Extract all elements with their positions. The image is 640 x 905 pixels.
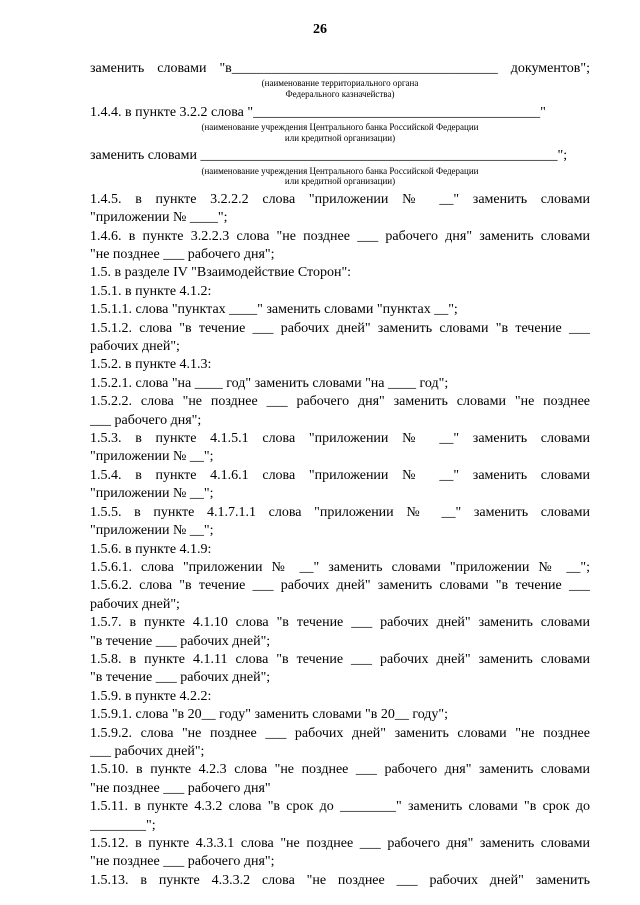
text-line: рабочих дней"; <box>90 339 180 355</box>
field-caption: (наименование учреждения Центрального банка Российской Федерации <box>201 165 479 176</box>
field-caption: или кредитной организации) <box>284 176 396 187</box>
text-line: "в течение ___ рабочих дней"; <box>90 633 271 649</box>
text-line: 1.5.2. в пункте 4.1.3: <box>90 357 212 373</box>
field-caption: Федерального казначейства) <box>285 89 395 99</box>
document-body <box>90 60 590 890</box>
field-caption: (наименование территориального органа <box>261 78 419 89</box>
text-line: ________"; <box>90 817 156 833</box>
text-line: 1.5.6. в пункте 4.1.9: <box>90 541 212 557</box>
text-line: 1.5.11. в пункте 4.3.2 слова "в срок до ________" заменить словами "в срок до <box>90 799 590 815</box>
text-line: "приложении № __"; <box>90 449 214 465</box>
text-line: "не позднее ___ рабочего дня"; <box>90 247 275 262</box>
field-caption: или кредитной организации) <box>284 132 396 143</box>
text-line: "не позднее ___ рабочего дня"; <box>90 854 275 870</box>
text-line: 1.5.8. в пункте 4.1.11 слова "в течение ___ рабочих дней" заменить словами <box>90 651 590 667</box>
text-line: заменить словами "в______________________________________ документов"; <box>90 61 590 76</box>
text-line: 1.5.2.1. слова "на ____ год" заменить словами "на ____ год"; <box>90 375 449 391</box>
text-line: "не позднее ___ рабочего дня" <box>90 780 271 796</box>
text-line: 1.5.9. в пункте 4.2.2: <box>90 688 212 704</box>
text-line: 1.5.9.2. слова "не позднее ___ рабочих дней" заменить словами "не позднее <box>90 725 590 741</box>
text-line: 1.5.6.1. слова "приложении № __" заменить словами "приложении № __"; <box>90 559 590 575</box>
text-line: заменить словами ___________________________________________________"; <box>90 148 568 164</box>
text-line: 1.5.5. в пункте 4.1.7.1.1 слова "приложении № __" заменить словами <box>90 504 590 520</box>
text-line: "приложении № __"; <box>90 523 214 539</box>
text-line: "в течение ___ рабочих дней"; <box>90 670 271 686</box>
text-line: 1.5.2.2. слова "не позднее ___ рабочего дня" заменить словами "не позднее <box>90 394 590 410</box>
text-line: 1.5.10. в пункте 4.2.3 слова "не позднее ___ рабочего дня" заменить словами <box>90 762 590 778</box>
text-line: 1.5.12. в пункте 4.3.3.1 слова "не позднее ___ рабочего дня" заменить словами <box>90 836 590 851</box>
text-line: рабочих дней"; <box>90 596 180 612</box>
field-caption: (наименование учреждения Центрального банка Российской Федерации <box>201 122 479 132</box>
text-line: 1.5.1.2. слова "в течение ___ рабочих дней" заменить словами "в течение ___ <box>90 320 590 336</box>
text-line: 1.5.4. в пункте 4.1.6.1 слова "приложении № __" заменить словами <box>90 467 590 483</box>
text-line: 1.5.7. в пункте 4.1.10 слова "в течение ___ рабочих дней" заменить словами <box>90 615 590 631</box>
text-line: "приложении № ____"; <box>90 210 228 226</box>
text-line: ___ рабочего дня"; <box>90 412 202 428</box>
text-line: 1.4.6. в пункте 3.2.2.3 слова "не позднее ___ рабочего дня" заменить словами <box>90 228 590 244</box>
page-number: 26 <box>313 22 327 37</box>
text-line: 1.5.3. в пункте 4.1.5.1 слова "приложении № __" заменить словами <box>90 431 590 447</box>
text-line: 1.5. в разделе IV "Взаимодействие Сторон": <box>90 265 352 281</box>
text-line: 1.4.4. в пункте 3.2.2 слова "_________________________________________" <box>90 104 546 120</box>
text-line: 1.5.1.1. слова "пунктах ____" заменить словами "пунктах __"; <box>90 302 458 318</box>
text-line: ___ рабочих дней"; <box>90 743 205 759</box>
text-line: 1.5.13. в пункте 4.3.3.2 слова "не позднее ___ рабочих дней" заменить <box>90 872 590 888</box>
text-line: 1.4.5. в пункте 3.2.2.2 слова "приложении № __" заменить словами <box>90 191 590 207</box>
text-line: 1.5.1. в пункте 4.1.2: <box>90 283 212 299</box>
text-line: "приложении № __"; <box>90 486 214 502</box>
text-line: 1.5.9.1. слова "в 20__ году" заменить словами "в 20__ году"; <box>90 707 449 723</box>
text-line: 1.5.6.2. слова "в течение ___ рабочих дней" заменить словами "в течение ___ <box>90 578 590 594</box>
